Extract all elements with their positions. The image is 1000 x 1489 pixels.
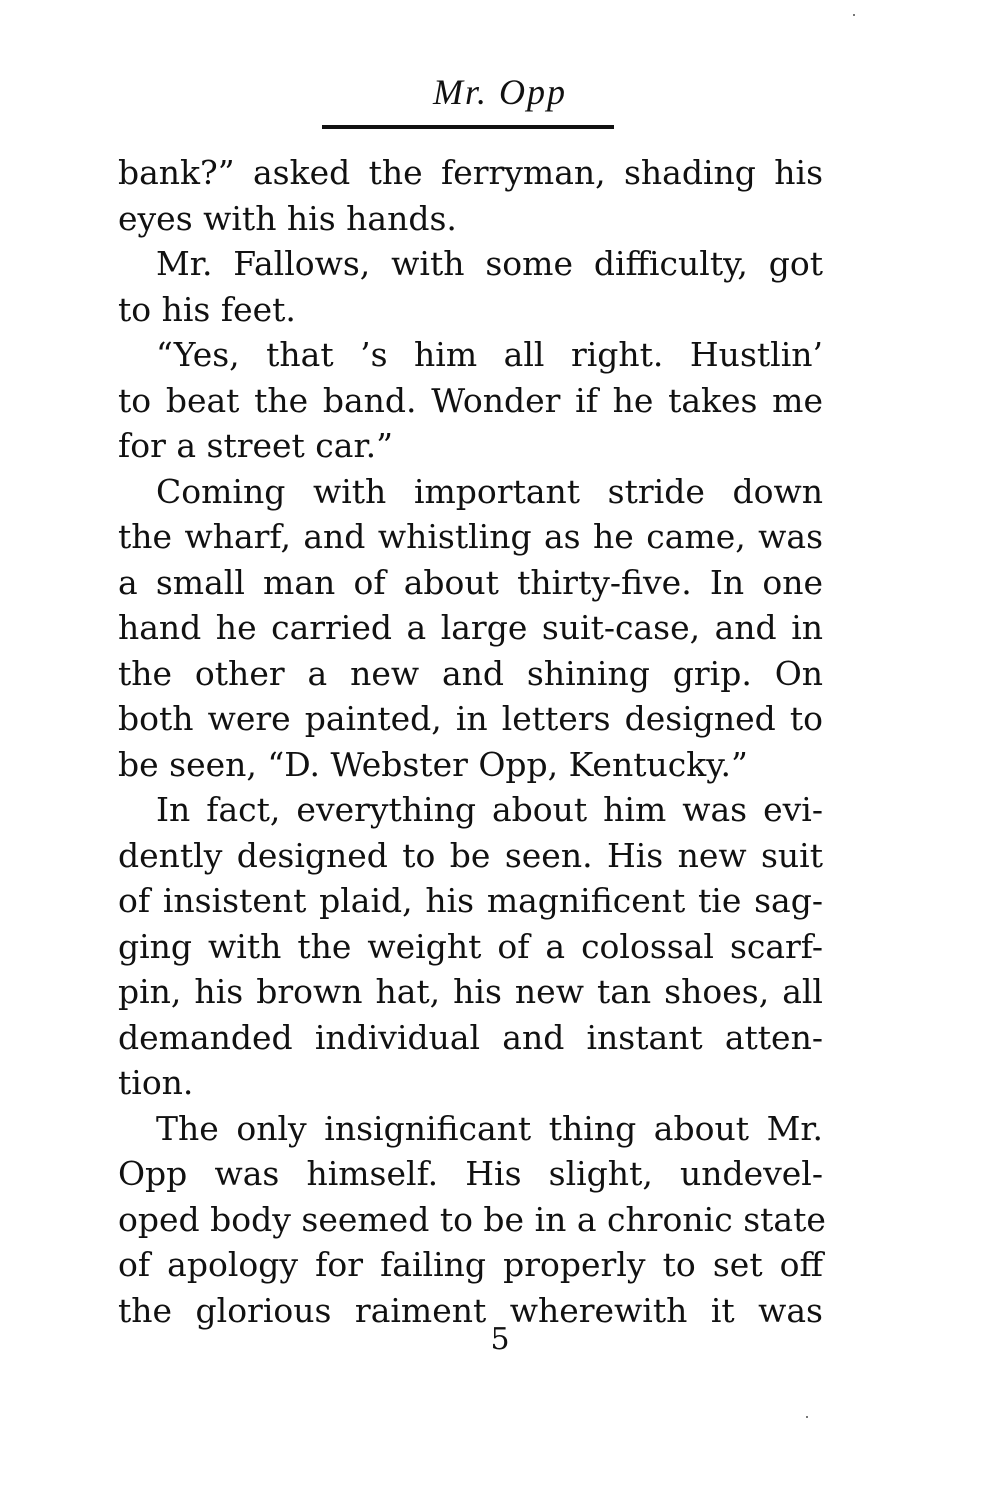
text-line: the glorious raiment wherewith it was — [118, 1290, 823, 1330]
text-line: bank?” asked the ferryman, shading his — [118, 153, 823, 192]
text-line: of apology for failing properly to set off — [118, 1245, 823, 1284]
paper-speck — [853, 14, 855, 16]
text-line: the other a new and shining grip. On — [118, 653, 823, 693]
text-line: Coming with important stride down — [156, 471, 823, 511]
text-line: to beat the band. Wonder if he takes me — [118, 380, 823, 420]
text-line: the wharf, and whistling as he came, was — [118, 517, 823, 556]
text-line: Mr. Fallows, with some difficulty, got — [156, 244, 823, 283]
text-line: “Yes, that ’s him all right. Hustlin’ — [156, 335, 823, 374]
text-line: of insistent plaid, his magnificent tie sag- — [118, 881, 823, 920]
text-line: both were painted, in letters designed to — [118, 699, 823, 738]
text-line: Opp was himself. His slight, undevel- — [118, 1154, 823, 1193]
text-line: for a street car.” — [118, 426, 393, 465]
text-line: eyes with his hands. — [118, 198, 457, 238]
text-line: a small man of about thirty-five. In one — [118, 562, 823, 602]
body-text — [118, 150, 826, 1333]
text-line: oped body seemed to be in a chronic state — [118, 1199, 826, 1239]
text-line: ging with the weight of a colossal scarf- — [118, 926, 823, 966]
paper-speck — [806, 1416, 808, 1418]
page-number: 5 — [490, 1322, 510, 1357]
text-line: to his feet. — [118, 289, 296, 329]
text-line: hand he carried a large suit-case, and in — [118, 608, 823, 647]
header-rule — [322, 125, 614, 129]
text-line: dently designed to be seen. His new suit — [118, 835, 823, 875]
text-line: be seen, “D. Webster Opp, Kentucky.” — [118, 744, 748, 784]
text-line: tion. — [118, 1063, 194, 1102]
text-line: demanded individual and instant atten- — [118, 1017, 823, 1057]
running-title: Mr. Opp — [432, 72, 567, 112]
text-line: The only insignificant thing about Mr. — [156, 1108, 823, 1148]
text-line: pin, his brown hat, his new tan shoes, all — [118, 972, 823, 1011]
text-line: In fact, everything about him was evi- — [156, 790, 823, 829]
